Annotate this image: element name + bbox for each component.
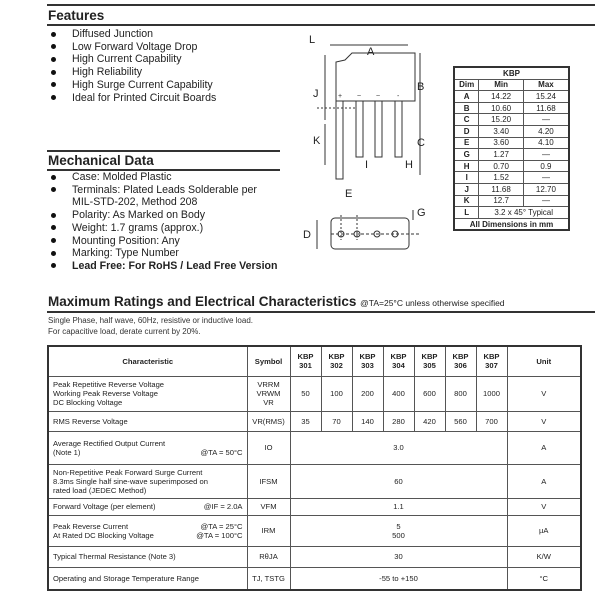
cell-text: VRRM bbox=[257, 380, 280, 389]
table-cell bbox=[247, 376, 290, 411]
table-cell: 15.24 bbox=[523, 91, 569, 103]
table-row bbox=[48, 546, 581, 567]
cell-text: VR bbox=[263, 398, 274, 407]
pin-mark: - bbox=[397, 93, 400, 100]
table-cell: 4.20 bbox=[523, 125, 569, 137]
table-cell: 10.60 bbox=[479, 102, 523, 114]
condition: @TA = 25°C bbox=[200, 521, 243, 531]
table-cell bbox=[48, 376, 247, 411]
table-cell: K bbox=[454, 195, 479, 207]
cell-text: DC Blocking Voltage bbox=[53, 398, 123, 407]
table-cell: 3.40 bbox=[479, 125, 523, 137]
dim-footer: All Dimensions in mm bbox=[454, 218, 569, 230]
table-cell: D bbox=[454, 125, 479, 137]
table-cell: 11.68 bbox=[523, 102, 569, 114]
table-cell bbox=[48, 515, 247, 546]
cell-text: rated load (JEDEC Method) bbox=[53, 485, 147, 495]
cell-text: 8.3ms Single half sine-wave superimposed on bbox=[53, 476, 208, 486]
table-cell: A bbox=[454, 91, 479, 103]
table-cell: °C bbox=[507, 567, 581, 590]
table-cell: IO bbox=[247, 431, 290, 464]
dim-label-B: B bbox=[417, 81, 425, 93]
list-item: Diffused Junction bbox=[48, 28, 216, 41]
table-cell: H bbox=[454, 160, 479, 172]
cell-text: Working Peak Reverse Voltage bbox=[53, 389, 158, 398]
list-item: Low Forward Voltage Drop bbox=[48, 41, 216, 54]
table-cell: V bbox=[507, 376, 581, 411]
ratings-rule bbox=[47, 311, 595, 313]
header-part: KBP 306 bbox=[445, 346, 476, 376]
cell-text: Non-Repetitive Peak Forward Surge Current bbox=[53, 467, 203, 477]
cell-text: Peak Reverse Current bbox=[53, 521, 129, 531]
table-cell: 1000 bbox=[476, 376, 507, 411]
features-list bbox=[48, 28, 216, 104]
pin-mark: + bbox=[338, 93, 343, 100]
table-cell: 12.7 bbox=[479, 195, 523, 207]
header-characteristic: Characteristic bbox=[48, 346, 247, 376]
table-cell: — bbox=[523, 114, 569, 126]
table-cell: V bbox=[507, 411, 581, 431]
table-cell: — bbox=[523, 149, 569, 161]
dim-label-J: J bbox=[313, 88, 319, 100]
table-cell: 0.9 bbox=[523, 160, 569, 172]
table-cell: 11.68 bbox=[479, 183, 523, 195]
table-cell: 1.27 bbox=[479, 149, 523, 161]
table-cell: 420 bbox=[414, 411, 445, 431]
list-item: Case: Molded Plastic bbox=[48, 171, 277, 184]
table-row bbox=[454, 102, 569, 114]
note-2: For capacitive load, derate current by 20%. bbox=[48, 327, 201, 336]
top-rule bbox=[47, 4, 595, 6]
header-part: KBP 301 bbox=[290, 346, 321, 376]
dim-label-H: H bbox=[405, 159, 413, 171]
table-cell: 14.22 bbox=[479, 91, 523, 103]
header-unit: Unit bbox=[507, 346, 581, 376]
table-cell: 1.1 bbox=[290, 498, 507, 515]
table-cell: K/W bbox=[507, 546, 581, 567]
table-cell: 3.60 bbox=[479, 137, 523, 149]
list-item: High Reliability bbox=[48, 66, 216, 79]
cell-text: Peak Repetitive Reverse Voltage bbox=[53, 380, 165, 389]
dim-label-K: K bbox=[313, 135, 321, 147]
table-row bbox=[48, 346, 581, 376]
table-cell: 70 bbox=[321, 411, 352, 431]
table-row bbox=[454, 125, 569, 137]
table-cell: 280 bbox=[383, 411, 414, 431]
table-row bbox=[454, 160, 569, 172]
table-cell: µA bbox=[507, 515, 581, 546]
table-cell: IFSM bbox=[247, 464, 290, 498]
note-1: Single Phase, half wave, 60Hz, resistive or inductive load. bbox=[48, 316, 253, 325]
table-row bbox=[48, 567, 581, 590]
table-cell: 60 bbox=[290, 464, 507, 498]
table-row bbox=[48, 376, 581, 411]
features-title: Features bbox=[48, 8, 105, 23]
table-cell: — bbox=[523, 195, 569, 207]
list-item: High Current Capability bbox=[48, 53, 216, 66]
table-cell bbox=[48, 431, 247, 464]
condition: @IF = 2.0A bbox=[203, 502, 243, 511]
condition: @TA = 100°C bbox=[196, 530, 243, 540]
table-row bbox=[454, 183, 569, 195]
table-cell: 3.0 bbox=[290, 431, 507, 464]
cell-text: Forward Voltage (per element) bbox=[53, 502, 156, 511]
ratings-title-text: Maximum Ratings and Electrical Characteristics bbox=[48, 294, 357, 309]
dim-table-title: KBP bbox=[454, 67, 569, 79]
features-rule bbox=[47, 24, 595, 26]
mech-rule-top bbox=[47, 150, 280, 152]
table-cell: 600 bbox=[414, 376, 445, 411]
table-cell: 200 bbox=[352, 376, 383, 411]
table-cell: L bbox=[454, 207, 479, 219]
table-cell: B bbox=[454, 102, 479, 114]
mechanical-list bbox=[48, 171, 277, 273]
ratings-table bbox=[47, 345, 582, 591]
list-item: Marking: Type Number bbox=[48, 247, 277, 260]
table-cell: 35 bbox=[290, 411, 321, 431]
list-item: Polarity: As Marked on Body bbox=[48, 209, 277, 222]
table-row bbox=[454, 172, 569, 184]
table-cell: 140 bbox=[352, 411, 383, 431]
table-cell: I bbox=[454, 172, 479, 184]
cell-text: VRWM bbox=[256, 389, 281, 398]
dim-label-C: C bbox=[417, 137, 425, 149]
table-cell bbox=[48, 464, 247, 498]
cell-text: 5 bbox=[396, 521, 401, 531]
pin-mark: ~ bbox=[376, 93, 381, 100]
header-symbol: Symbol bbox=[247, 346, 290, 376]
table-cell: V bbox=[507, 498, 581, 515]
dim-header: Dim bbox=[454, 79, 479, 91]
table-cell: Typical Thermal Resistance (Note 3) bbox=[48, 546, 247, 567]
table-row bbox=[454, 218, 569, 230]
dim-label-G: G bbox=[417, 207, 426, 219]
table-cell: 800 bbox=[445, 376, 476, 411]
table-row bbox=[454, 137, 569, 149]
table-cell: RMS Reverse Voltage bbox=[48, 411, 247, 431]
table-cell: -55 to +150 bbox=[290, 567, 507, 590]
header-part: KBP 307 bbox=[476, 346, 507, 376]
header-part: KBP 302 bbox=[321, 346, 352, 376]
table-cell: 15.20 bbox=[479, 114, 523, 126]
list-item: Mounting Position: Any bbox=[48, 235, 277, 248]
list-item: High Surge Current Capability bbox=[48, 79, 216, 92]
pin-mark: ~ bbox=[357, 93, 362, 100]
table-cell: C bbox=[454, 114, 479, 126]
list-item: Terminals: Plated Leads Solderable per bbox=[48, 184, 277, 197]
table-cell: J bbox=[454, 183, 479, 195]
table-row bbox=[48, 464, 581, 498]
table-cell: — bbox=[523, 172, 569, 184]
table-cell: VR(RMS) bbox=[247, 411, 290, 431]
table-cell bbox=[290, 515, 507, 546]
table-row bbox=[454, 149, 569, 161]
dim-label-L: L bbox=[309, 34, 316, 46]
table-cell bbox=[48, 498, 247, 515]
table-cell: 12.70 bbox=[523, 183, 569, 195]
dim-header: Min bbox=[479, 79, 523, 91]
package-diagram bbox=[295, 30, 445, 260]
table-row bbox=[454, 114, 569, 126]
list-item: Lead Free: For RoHS / Lead Free Version bbox=[48, 260, 277, 273]
table-row bbox=[454, 79, 569, 91]
ratings-title bbox=[48, 294, 505, 309]
list-item: Weight: 1.7 grams (approx.) bbox=[48, 222, 277, 235]
dim-header: Max bbox=[523, 79, 569, 91]
cell-text: 500 bbox=[392, 530, 405, 540]
cell-text: Average Rectified Output Current bbox=[53, 438, 166, 448]
table-row bbox=[48, 431, 581, 464]
condition: @TA = 50°C bbox=[200, 447, 243, 457]
header-part: KBP 305 bbox=[414, 346, 445, 376]
table-cell: G bbox=[454, 149, 479, 161]
list-item: MIL-STD-202, Method 208 bbox=[72, 196, 198, 209]
dim-label-D: D bbox=[303, 229, 311, 241]
table-row bbox=[48, 411, 581, 431]
table-cell: 4.10 bbox=[523, 137, 569, 149]
table-row bbox=[48, 498, 581, 515]
table-cell: RθJA bbox=[247, 546, 290, 567]
table-cell: 1.52 bbox=[479, 172, 523, 184]
dim-label-I: I bbox=[365, 159, 369, 171]
table-cell: 30 bbox=[290, 546, 507, 567]
table-row bbox=[454, 195, 569, 207]
table-cell: 50 bbox=[290, 376, 321, 411]
table-row bbox=[48, 515, 581, 546]
header-part: KBP 303 bbox=[352, 346, 383, 376]
table-cell: TJ, TSTG bbox=[247, 567, 290, 590]
table-cell: 400 bbox=[383, 376, 414, 411]
table-row bbox=[454, 207, 569, 219]
table-cell: Operating and Storage Temperature Range bbox=[48, 567, 247, 590]
table-cell: 560 bbox=[445, 411, 476, 431]
dim-label-A: A bbox=[367, 46, 375, 58]
list-item: Ideal for Printed Circuit Boards bbox=[48, 92, 216, 105]
table-row bbox=[454, 67, 569, 79]
table-cell: 0.70 bbox=[479, 160, 523, 172]
ratings-condition: @TA=25°C unless otherwise specified bbox=[360, 298, 505, 308]
table-cell: IRM bbox=[247, 515, 290, 546]
cell-text: At Rated DC Blocking Voltage bbox=[53, 530, 154, 540]
table-row bbox=[454, 91, 569, 103]
table-cell: A bbox=[507, 431, 581, 464]
table-cell: A bbox=[507, 464, 581, 498]
header-part: KBP 304 bbox=[383, 346, 414, 376]
table-cell: 3.2 x 45° Typical bbox=[479, 207, 569, 219]
dim-label-E: E bbox=[345, 188, 353, 200]
table-cell: VFM bbox=[247, 498, 290, 515]
mechanical-title: Mechanical Data bbox=[48, 153, 154, 168]
table-cell: E bbox=[454, 137, 479, 149]
table-cell: 700 bbox=[476, 411, 507, 431]
table-cell: 100 bbox=[321, 376, 352, 411]
dimensions-table bbox=[453, 66, 570, 231]
cell-text: (Note 1) bbox=[53, 447, 81, 457]
